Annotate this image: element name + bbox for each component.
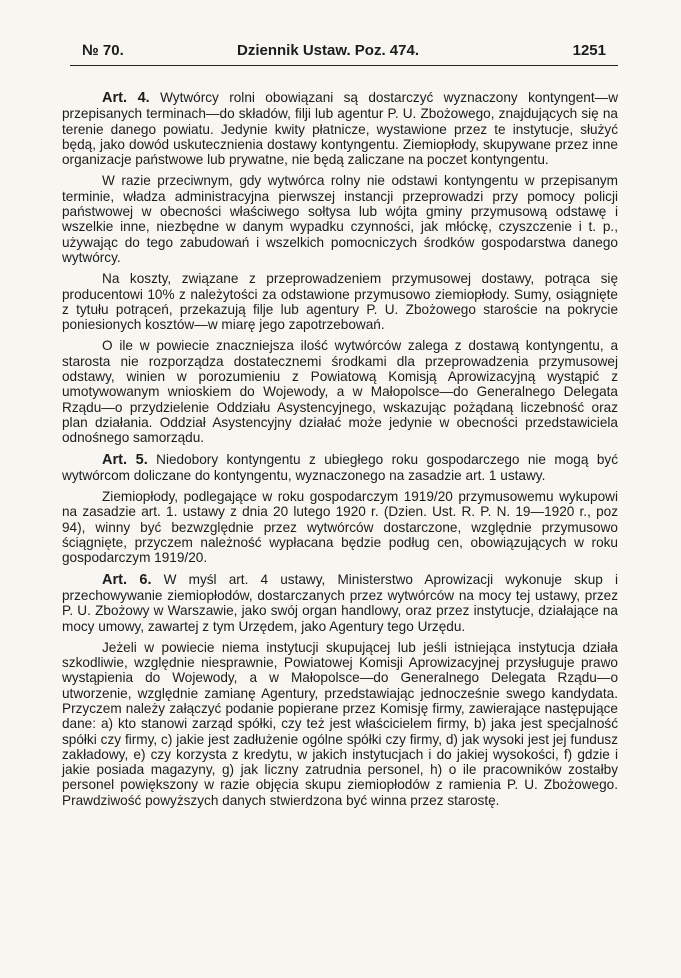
document-page [62,34,619,808]
page-header [62,34,618,64]
art6-paragraph-2: Jeżeli w powiecie niema instytucji skupującej lub jeśli istniejąca instytucja działa szkodliwie, względnie niesprawnie, Powiatowej Komisji Aprowizacyjnej przysługuje prawo wystąpienia do Wojewody, a w Małopolsce—do Generalnego Delegata Rządu—o utworzenie, względnie zamianę Agentury, przedstawiając jednocześnie swego kandydata. Przyczem należy załączyć podanie popierane przez Komisję firmy, zawierające następujące dane: a) kto stanowi zarząd spółki, czy też jest właścicielem firmy, b) jaka jest specjalność spółki czy firmy, c) jakie jest zadłużenie ogólne spółki czy firmy, d) jak wysoki jest jej fundusz zakładowy, e) czy korzysta z kredytu, w jakich instytucjach i do jakiej wysokości, f) gdzie i jakie posiada magazyny, g) jak liczny zatrudnia personel, h) o ile pracowników zostałby personel powiększony w razie objęcia skupu ziemiopłodów z ramienia P. U. Zbożowego. Prawdziwość powyższych danych stwierdzona być winna przez starostę. [62,639,618,808]
art6-text-1: W myśl art. 4 ustawy, Ministerstwo Aprowizacji wykonuje skup i przechowywanie ziemiopłodów, dostarczanych przez wytwórców na mocy tej ustawy, przez P. U. Zbożowy w Warszawie, jako swój organ handlowy, oraz przez instytucje, działające na mocy umowy, zawartej z tym Urzędem, jako Agentury tego Urzędu. [62,571,618,634]
art6-label: Art. 6. [102,571,152,588]
issue-number: № 70. [82,42,124,59]
art4-paragraph-1 [62,90,618,167]
art5-label: Art. 5. [102,451,148,468]
art5-paragraph-1 [62,452,618,484]
art4-paragraph-3: Na koszty, związane z przeprowadzeniem przymusowej dostawy, potrąca się producentowi 10% z należytości za odstawione przymusowo ziemiopłody. Sumy, osiągnięte z tytułu potrąceń, przekazują filje lub agentury P. U. Zbożowego staroście na pokrycie poniesionych kosztów—w miarę jego zapotrzebowań. [62,271,618,333]
art5-text-1: Niedobory kontyngentu z ubiegłego roku gospodarczego nie mogą być wytwórcom doliczane do kontyngentu, wyznaczonego na zasadzie art. 1 ustawy. [62,451,618,483]
art6-paragraph-1 [62,572,618,634]
document-body [62,90,618,808]
header-rule [70,65,618,66]
art4-paragraph-4: O ile w powiecie znaczniejsza ilość wytwórców zalega z dostawą kontyngentu, a starosta nie rozporządza dostatecznemi środkami dla przeprowadzenia przymusowej odstawy, winien w porozumieniu z Powiatową Komisją Aprowizacyjną wystąpić z umotywowanym wnioskiem do Wojewody, a w Małopolsce—do Generalnego Delegata Rządu—o przydzielenie Oddziału Asystencyjnego, wskazując pożądaną liczebność oraz plan działania. Oddział Asystencyjny działać może jedynie w obecności przedstawiciela odnośnego samorządu. [62,338,618,446]
art4-text-1: Wytwórcy rolni obowiązani są dostarczyć wyznaczony kontyngent—w przepisanych terminach—do składów, filji lub agentur P. U. Zbożowego, znajdujących się na terenie danego powiatu. Jedynie kwity płatnicze, wystawione przez te instytucje, służyć będą, jako dowód uskutecznienia dostawy kontyngentu. Ziemiopłody, skupywane przez inne organizacje państwowe lub prywatne, nie będą zaliczane na poczet kontyngentu. [62,90,619,168]
art5-paragraph-2: Ziemiopłody, podlegające w roku gospodarczym 1919/20 przymusowemu wykupowi na zasadzie art. 1. ustawy z dnia 20 lutego 1920 r. (Dzien. Ust. R. P. N. 19—1920 r., poz 94), winny być bezwzględnie przez wytwórców dostarczone, względnie przymusowo ściągnięte, przyczem należność wypłacana będzie podług cen, obowiązujących w roku gospodarczym 1919/20. [62,489,618,566]
journal-title: Dziennik Ustaw. Poz. 474. [237,42,419,59]
art4-paragraph-2: W razie przeciwnym, gdy wytwórca rolny nie odstawi kontyngentu w przepisanym terminie, władza administracyjna pierwszej instancji przeprowadzi przy pomocy policji państwowej w obecności właściwego sołtysa lub wójta gminy przymusową odstawę i wszelkie inne, niezbędne w danym wypadku czynności, jak młóckę, czyszczenie i t. p., używając do tego zabudowań i wszelkich pomocniczych środków gospodarstwa danego wytwórcy. [62,173,618,265]
page-number: 1251 [572,42,606,59]
art4-label: Art. 4. [102,90,150,106]
